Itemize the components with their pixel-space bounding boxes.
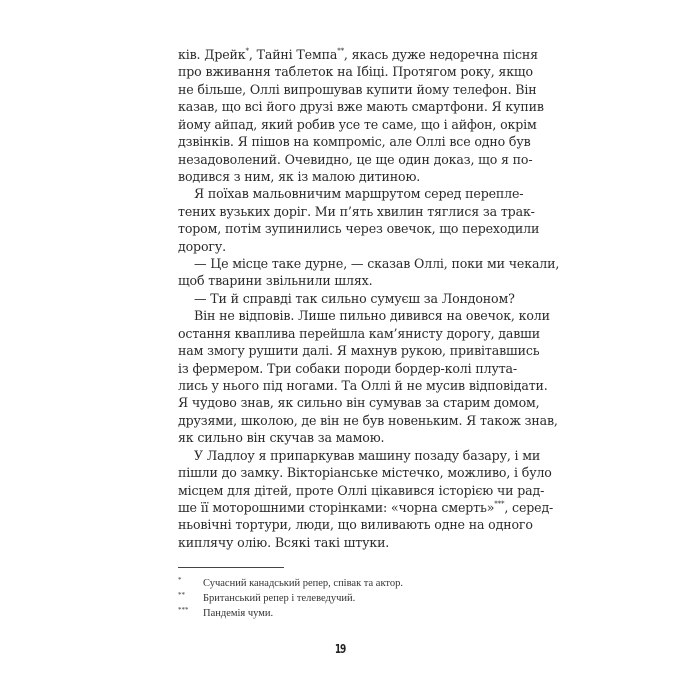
text-line: лись у нього під ногами. Та Оллі й не мусив відповідати. [178, 378, 548, 394]
footnote-reference: ** [337, 47, 344, 55]
text-segment: , Тайні Темпа [248, 47, 338, 62]
text-line: тених вузьких доріг. Ми п’ять хвилин тяглися за трак- [178, 203, 535, 219]
text-line: дзвінків. Я пішов на компроміс, але Оллі все одно був [178, 134, 531, 150]
text-line: друзями, школою, де він не був новеньким. Я також знав, [178, 412, 558, 428]
text-line: із фермером. Три собаки породи бордер-колі плута- [178, 360, 518, 376]
text-line: У Ладлоу я припаркував машину позаду базару, і ми [194, 447, 541, 463]
footnote-marker: *** [178, 606, 189, 614]
text-line: тором, потім зупинились через овечок, що переходили [178, 221, 540, 237]
text-line [178, 499, 554, 516]
text-segment: , серед- [504, 499, 554, 515]
text-line: як сильно він скучав за мамою. [178, 430, 385, 446]
text-line: нам змогу рушити далі. Я махнув рукою, привітавшись [178, 343, 540, 359]
footnote-divider [178, 567, 284, 568]
text-line: — Це місце таке дурне, — сказав Оллі, поки ми чекали, [194, 256, 560, 272]
footnote-text: Сучасний канадський репер, співак та актор. [203, 578, 404, 589]
text-segment: ше її моторошними сторінками: «чорна смерть» [178, 499, 495, 515]
text-segment: ків. Дрейк [178, 47, 246, 62]
footnote-reference: * [245, 47, 249, 55]
text-line [178, 46, 538, 63]
text-line: киплячу олію. Всякі такі штуки. [178, 534, 390, 550]
text-segment: , якась дуже недоречна пісня [343, 47, 538, 62]
text-line: дорогу. [178, 238, 226, 254]
text-line: остання кваплива перейшла кам’янисту дорогу, давши [178, 325, 540, 341]
footnote-reference: *** [494, 499, 505, 508]
text-line: — Ти й справді так сильно сумуєш за Лондоном? [194, 290, 515, 306]
footnote-text: Британський репер і телеведучий. [203, 593, 356, 604]
text-line: про вживання таблеток на Ібіці. Протягом року, якщо [178, 64, 533, 80]
footnote-marker: ** [178, 591, 185, 599]
text-line: не більше, Оллі випрошував купити йому телефон. Він [178, 81, 537, 97]
page-number: 19 [334, 642, 346, 656]
body-text [178, 46, 560, 551]
text-line: місцем для дітей, проте Оллі цікавився історією чи рад- [178, 482, 545, 498]
text-line: Я поїхав мальовничим маршрутом серед перепле- [194, 186, 524, 202]
text-line: казав, що всі його друзі вже мають смартфони. Я купив [178, 99, 544, 115]
text-line: водився з ним, як із малою дитиною. [178, 168, 421, 184]
text-line: пішли до замку. Вікторіанське містечко, можливо, і було [178, 465, 552, 481]
text-line: незадоволений. Очевидно, це ще один доказ, що я по- [178, 151, 533, 167]
text-line: Він не відповів. Лише пильно дивився на овечок, коли [194, 308, 550, 324]
text-line: ньовічні тортури, люди, що виливають одне на одного [178, 517, 533, 533]
text-line: йому айпад, який робив усе те саме, що і айфон, окрім [178, 116, 537, 132]
footnote-text: Пандемія чуми. [203, 608, 274, 619]
text-line: щоб тварини звільнили шлях. [178, 273, 373, 289]
footnote-marker: * [178, 576, 182, 584]
text-line: Я чудово знав, як сильно він сумував за старим домом, [178, 395, 540, 411]
